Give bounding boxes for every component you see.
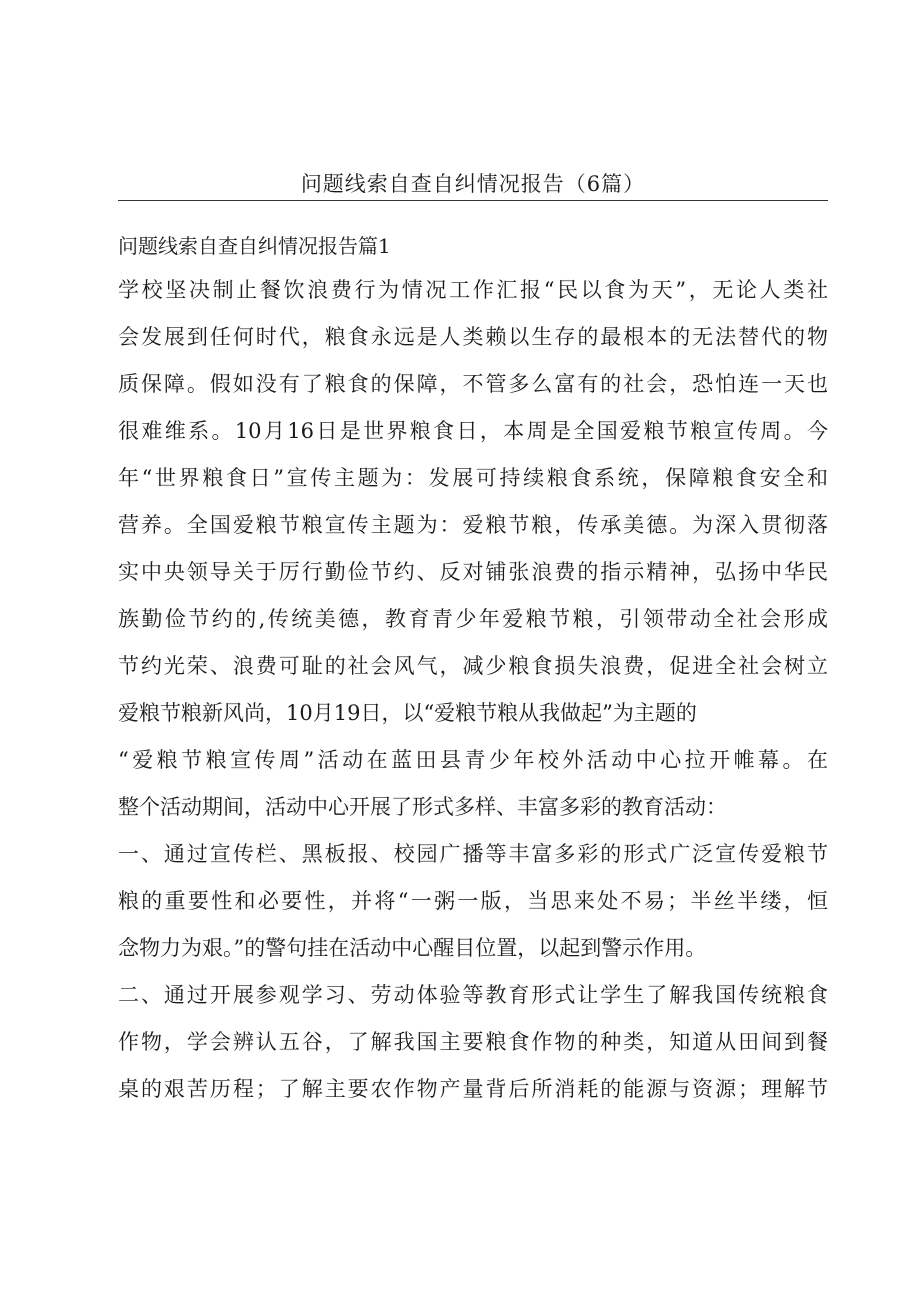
body-line: 学校坚决制止餐饮浪费行为情况工作汇报“民以食为天”，无论人类社 [118, 278, 828, 302]
body-line: 质保障。假如没有了粮食的保障，不管多么富有的社会，恐怕连一天也 [118, 372, 828, 396]
section-heading: 问题线索自查自纠情况报告篇1 [118, 234, 391, 258]
body-line: 族勤俭节约的,传统美德，教育青少年爱粮节粮，引领带动全社会形成 [118, 607, 828, 631]
body-line: 二、通过开展参观学习、劳动体验等教育形式让学生了解我国传统粮食 [118, 983, 828, 1007]
body-line: 一、通过宣传栏、黑板报、校园广播等丰富多彩的形式广泛宣传爱粮节 [118, 842, 828, 866]
body-line: 营养。全国爱粮节粮宣传主题为：爱粮节粮，传承美德。为深入贯彻落 [118, 513, 828, 537]
body-line: 爱粮节粮新风尚，10月19日，以“爱粮节粮从我做起”为主题的 [118, 701, 697, 725]
body-line: “爱粮节粮宣传周”活动在蓝田县青少年校外活动中心拉开帷幕。在 [118, 748, 828, 772]
body-line: 作物，学会辨认五谷，了解我国主要粮食作物的种类，知道从田间到餐 [118, 1030, 828, 1054]
body-line: 实中央领导关于厉行勤俭节约、反对铺张浪费的指示精神，弘扬中华民 [118, 560, 828, 584]
body-line: 整个活动期间，活动中心开展了形式多样、丰富多彩的教育活动： [118, 795, 727, 819]
body-line: 念物力为艰。”的警句挂在活动中心醒目位置，以起到警示作用。 [118, 936, 707, 960]
body-line: 很难维系。10月16日是世界粮食日，本周是全国爱粮节粮宣传周。今 [118, 419, 828, 443]
body-line: 桌的艰苦历程；了解主要农作物产量背后所消耗的能源与资源；理解节 [118, 1077, 828, 1101]
body-line: 粮的重要性和必要性，并将“一粥一版，当思来处不易；半丝半缕，恒 [118, 889, 828, 913]
title-underline [118, 200, 828, 201]
body-line: 会发展到任何时代，粮食永远是人类赖以生存的最根本的无法替代的物 [118, 325, 828, 349]
document-title: 问题线索自查自纠情况报告（6篇） [300, 172, 646, 196]
body-line: 年“世界粮食日”宣传主题为：发展可持续粮食系统，保障粮食安全和 [118, 466, 828, 490]
body-line: 节约光荣、浪费可耻的社会风气，减少粮食损失浪费，促进全社会树立 [118, 654, 828, 678]
